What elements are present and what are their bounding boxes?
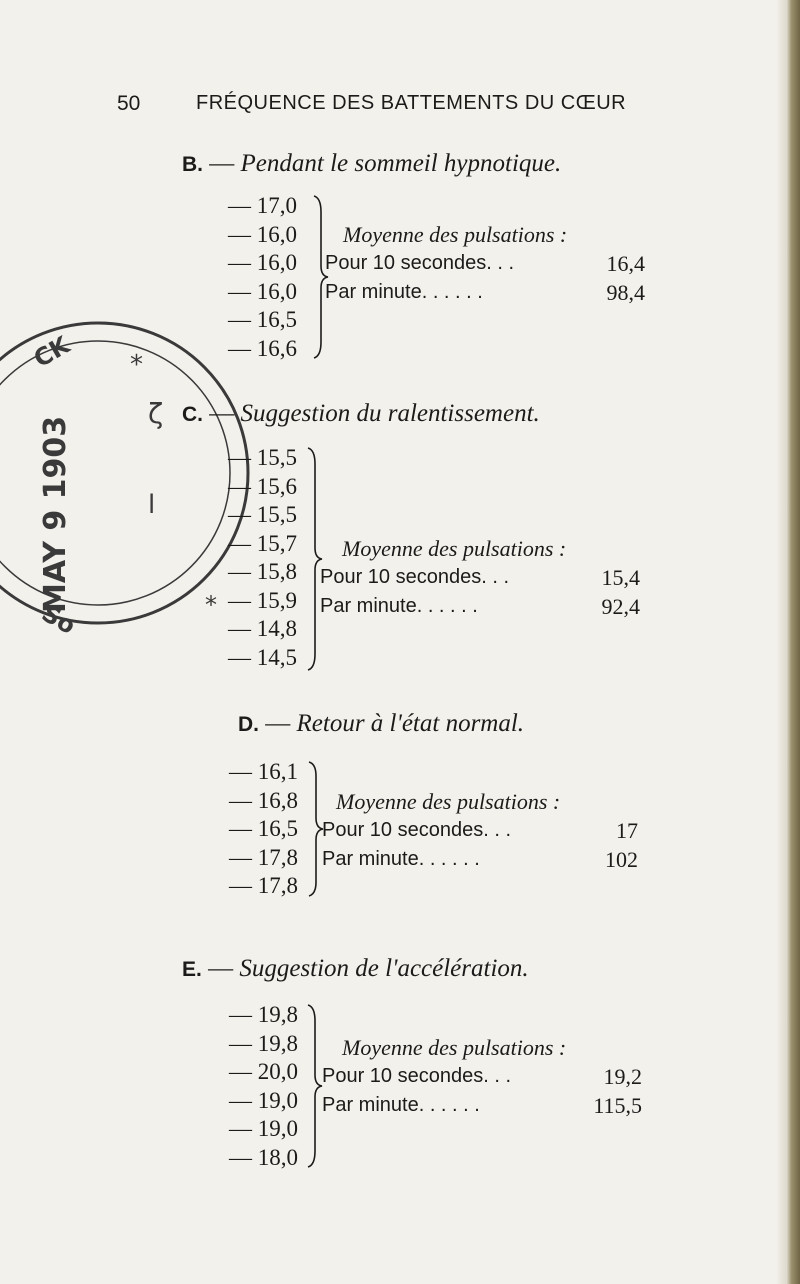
per-10-seconds-label: Pour 10 secondes. . . xyxy=(322,1065,512,1087)
section-d-letter: D. xyxy=(238,713,259,736)
section-c-dash: — xyxy=(209,400,235,427)
per-minute-value: 102 xyxy=(605,847,638,872)
section-c-values xyxy=(228,444,297,672)
value-row: — 15,8 xyxy=(228,559,297,584)
section-b-summary xyxy=(325,220,645,307)
per-10-seconds-row xyxy=(322,816,638,845)
running-head xyxy=(0,92,800,122)
value-row: — 17,8 xyxy=(229,844,298,870)
svg-text:l: l xyxy=(148,490,156,520)
section-c-summary xyxy=(320,534,640,621)
section-e-values xyxy=(229,1001,298,1172)
section-e-dash: — xyxy=(208,955,234,982)
per-10-seconds-row xyxy=(322,1062,642,1091)
value-row: — 15,5 xyxy=(228,502,297,527)
running-head-title: FRÉQUENCE DES BATTEMENTS DU CŒUR xyxy=(196,92,627,114)
section-b-title: Pendant le sommeil hypnotique. xyxy=(240,150,562,177)
value-row: — 19,0 xyxy=(229,1116,298,1141)
per-10-seconds-row xyxy=(320,563,640,592)
value-row: — 15,5 xyxy=(228,445,297,470)
value-row: — 15,7 xyxy=(228,530,297,556)
stamp-date: MAY 9 1903 xyxy=(38,415,73,613)
section-d-heading xyxy=(238,710,524,738)
value-row: — 16,6 xyxy=(228,335,297,361)
svg-text:*: * xyxy=(130,350,143,380)
value-row: — 16,0 xyxy=(228,278,297,304)
svg-text:ζ: ζ xyxy=(148,397,164,430)
per-minute-label: Par minute. . . . . . xyxy=(322,848,480,870)
average-title: Moyenne des pulsations : xyxy=(336,789,561,814)
value-row: — 16,5 xyxy=(229,816,298,841)
per-minute-value: 115,5 xyxy=(593,1093,642,1118)
section-c-letter: C. xyxy=(182,403,203,426)
page-number: 50 xyxy=(117,92,141,115)
value-row: — 16,1 xyxy=(229,759,298,784)
section-b-letter: B. xyxy=(182,153,203,176)
average-title: Moyenne des pulsations : xyxy=(343,222,568,247)
value-row: — 16,0 xyxy=(228,250,297,275)
per-minute-value: 92,4 xyxy=(601,594,640,619)
value-row: — 16,8 xyxy=(229,787,298,813)
page-gutter-shadow xyxy=(776,0,786,1284)
per-minute-row xyxy=(320,592,640,621)
per-10-seconds-value: 19,2 xyxy=(603,1064,642,1089)
value-row: — 19,8 xyxy=(229,1002,298,1027)
value-row: — 20,0 xyxy=(229,1059,298,1084)
section-e-letter: E. xyxy=(182,958,202,981)
value-row: — 15,9 xyxy=(228,587,297,613)
page-edge xyxy=(786,0,800,1284)
section-d-values xyxy=(229,758,298,901)
per-minute-row xyxy=(325,278,645,307)
per-minute-label: Par minute. . . . . . xyxy=(325,281,483,303)
value-row: — 19,8 xyxy=(229,1030,298,1056)
per-10-seconds-row xyxy=(325,249,645,278)
value-row: — 16,5 xyxy=(228,307,297,332)
section-e-heading xyxy=(182,955,529,983)
section-c-title: Suggestion du ralentissement. xyxy=(240,400,540,427)
per-10-seconds-value: 16,4 xyxy=(606,251,645,276)
section-b-values xyxy=(228,192,297,363)
per-minute-label: Par minute. . . . . . xyxy=(320,595,478,617)
section-b-heading xyxy=(182,150,561,178)
per-minute-row xyxy=(322,845,638,874)
value-row: — 17,0 xyxy=(228,193,297,218)
section-d-title: Retour à l'état normal. xyxy=(296,710,525,737)
per-10-seconds-label: Pour 10 secondes. . . xyxy=(325,252,515,274)
per-10-seconds-value: 17 xyxy=(616,818,638,843)
value-row: — 16,0 xyxy=(228,221,297,247)
svg-text:So: So xyxy=(37,598,81,641)
section-c-heading xyxy=(182,400,540,428)
section-b-dash: — xyxy=(209,150,235,177)
section-d-dash: — xyxy=(265,710,291,737)
value-row: — 18,0 xyxy=(229,1144,298,1170)
value-row: — 17,8 xyxy=(229,873,298,898)
value-row: — 14,8 xyxy=(228,616,297,641)
per-10-seconds-label: Pour 10 secondes. . . xyxy=(322,819,512,841)
value-row: — 19,0 xyxy=(229,1087,298,1113)
value-row: — 14,5 xyxy=(228,644,297,670)
per-10-seconds-value: 15,4 xyxy=(601,565,640,590)
per-minute-value: 98,4 xyxy=(606,280,645,305)
per-minute-label: Par minute. . . . . . xyxy=(322,1094,480,1116)
section-d-summary xyxy=(322,787,638,874)
section-e-summary xyxy=(322,1033,642,1120)
per-minute-row xyxy=(322,1091,642,1120)
average-title: Moyenne des pulsations : xyxy=(342,536,567,561)
value-row: — 15,6 xyxy=(228,473,297,499)
average-title: Moyenne des pulsations : xyxy=(342,1035,567,1060)
section-e-title: Suggestion de l'accélération. xyxy=(239,955,529,982)
svg-text:CK: CK xyxy=(29,330,75,374)
per-10-seconds-label: Pour 10 secondes. . . xyxy=(320,566,510,588)
svg-text:*: * xyxy=(205,591,217,619)
